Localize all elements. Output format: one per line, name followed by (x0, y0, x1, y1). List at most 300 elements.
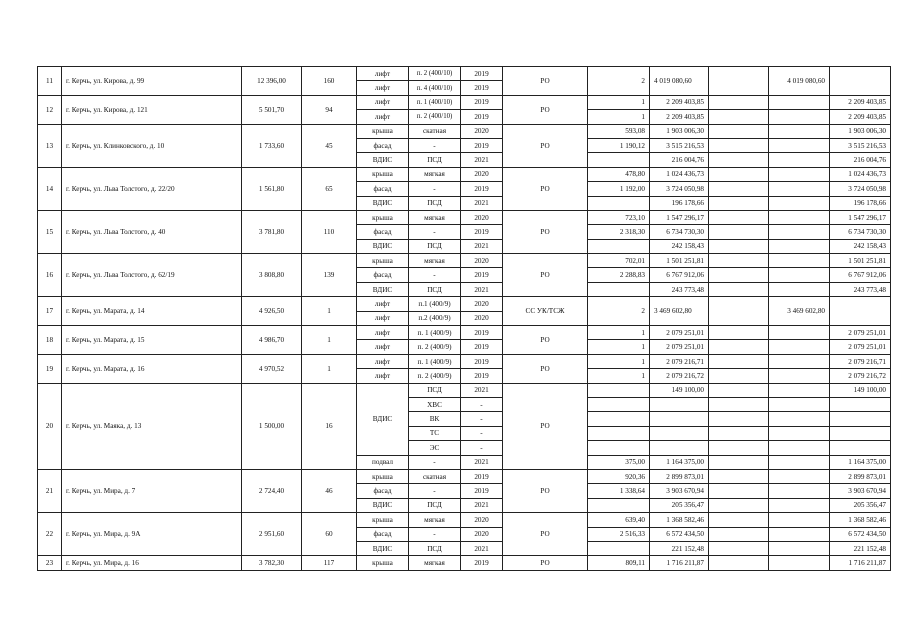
col12-cell (830, 441, 891, 455)
col11-cell (769, 354, 830, 368)
col10-cell (709, 369, 769, 383)
year-cell: 2020 (461, 311, 503, 325)
area-cell: 1 500,00 (242, 383, 302, 469)
work-type-cell: ВДИС (357, 282, 409, 296)
col10-cell (709, 441, 769, 455)
cost-cell: 2 079 216,72 (650, 369, 709, 383)
work-kind-cell: - (409, 455, 461, 469)
work-kind-cell: мягкая (409, 210, 461, 224)
residents-cell: 1 (302, 326, 357, 355)
residents-cell: 46 (302, 469, 357, 512)
col12-cell: 1 547 296,17 (830, 210, 891, 224)
col10-cell (709, 513, 769, 527)
col11-cell (769, 369, 830, 383)
col12-cell: 2 079 251,01 (830, 340, 891, 354)
work-kind-cell: скатная (409, 469, 461, 483)
cost-cell: 221 152,48 (650, 541, 709, 555)
work-type-cell: лифт (357, 354, 409, 368)
work-kind-cell: ПСД (409, 498, 461, 512)
volume-cell (588, 541, 650, 555)
row-number: 17 (38, 297, 62, 326)
col12-cell (830, 426, 891, 440)
address-cell: г. Керчь, ул. Мира, д. 16 (62, 556, 242, 570)
work-type-cell: ВДИС (357, 498, 409, 512)
col11-cell (769, 340, 830, 354)
col12-cell: 2 209 403,85 (830, 95, 891, 109)
area-cell: 3 808,80 (242, 254, 302, 297)
volume-cell (588, 441, 650, 455)
col11-cell (769, 196, 830, 210)
work-kind-cell: ПСД (409, 383, 461, 397)
work-kind-cell: - (409, 138, 461, 152)
col10-cell (709, 426, 769, 440)
address-cell: г. Керчь, ул. Кирова, д. 99 (62, 67, 242, 96)
area-cell: 5 501,70 (242, 95, 302, 124)
work-type-cell: лифт (357, 369, 409, 383)
col12-cell: 1 903 006,30 (830, 124, 891, 138)
col10-cell (709, 196, 769, 210)
work-kind-cell: мягкая (409, 254, 461, 268)
col11-cell (769, 138, 830, 152)
residents-cell: 117 (302, 556, 357, 570)
col11-cell (769, 210, 830, 224)
col11-cell (769, 268, 830, 282)
work-kind-cell: п.1 (400/9) (409, 297, 461, 311)
cost-cell (650, 426, 709, 440)
volume-cell: 1 (588, 369, 650, 383)
col12-cell: 243 773,48 (830, 282, 891, 296)
work-type-cell: лифт (357, 297, 409, 311)
volume-cell (588, 426, 650, 440)
col11-cell (769, 469, 830, 483)
col10-cell (709, 254, 769, 268)
cost-cell: 1 368 582,46 (650, 513, 709, 527)
work-kind-cell: ТС (409, 426, 461, 440)
year-cell: 2019 (461, 268, 503, 282)
table-row (38, 67, 891, 81)
work-type-cell: крыша (357, 556, 409, 570)
col12-cell (830, 397, 891, 411)
area-cell: 1 733,60 (242, 124, 302, 167)
year-cell: 2019 (461, 369, 503, 383)
work-kind-cell: - (409, 268, 461, 282)
row-number: 18 (38, 326, 62, 355)
col10-cell (709, 455, 769, 469)
work-type-cell: ВДИС (357, 541, 409, 555)
volume-cell: 478,80 (588, 167, 650, 181)
volume-cell (588, 153, 650, 167)
residents-cell: 16 (302, 383, 357, 469)
col11-cell (769, 412, 830, 426)
work-kind-cell: п. 2 (400/9) (409, 369, 461, 383)
work-type-cell: фасад (357, 527, 409, 541)
work-kind-cell: ПСД (409, 282, 461, 296)
work-type-cell: ВДИС (357, 196, 409, 210)
col11-cell (769, 239, 830, 253)
year-cell: 2019 (461, 354, 503, 368)
work-type-cell: лифт (357, 326, 409, 340)
col11-cell (769, 498, 830, 512)
row-number: 11 (38, 67, 62, 96)
method-cell: РО (503, 210, 588, 253)
col10-cell (709, 138, 769, 152)
work-type-cell: крыша (357, 513, 409, 527)
table-row (38, 383, 891, 397)
col12-cell (830, 412, 891, 426)
method-cell: РО (503, 556, 588, 570)
work-type-cell: ВДИС (357, 383, 409, 455)
address-cell: г. Керчь, ул. Клинковского, д. 10 (62, 124, 242, 167)
table-body (38, 67, 891, 571)
year-cell: 2020 (461, 297, 503, 311)
area-cell: 12 396,00 (242, 67, 302, 96)
col12-cell: 2 079 216,71 (830, 354, 891, 368)
address-cell: г. Керчь, ул. Марата, д. 15 (62, 326, 242, 355)
method-cell: РО (503, 383, 588, 469)
col11-cell (769, 397, 830, 411)
year-cell: 2021 (461, 239, 503, 253)
work-type-cell: крыша (357, 124, 409, 138)
year-cell: 2019 (461, 81, 503, 95)
cost-cell: 196 178,66 (650, 196, 709, 210)
year-cell: - (461, 397, 503, 411)
cost-cell: 4 019 080,60 (650, 67, 709, 96)
row-number: 15 (38, 210, 62, 253)
year-cell: 2021 (461, 196, 503, 210)
year-cell: 2020 (461, 513, 503, 527)
col10-cell (709, 412, 769, 426)
area-cell: 4 926,50 (242, 297, 302, 326)
col12-cell: 1 716 211,87 (830, 556, 891, 570)
col11-cell (769, 95, 830, 109)
work-kind-cell: ПСД (409, 196, 461, 210)
year-cell: - (461, 412, 503, 426)
volume-cell: 1 (588, 110, 650, 124)
year-cell: 2021 (461, 383, 503, 397)
row-number: 20 (38, 383, 62, 469)
col10-cell (709, 167, 769, 181)
work-kind-cell: ХВС (409, 397, 461, 411)
col12-cell: 3 515 216,53 (830, 138, 891, 152)
area-cell: 4 970,52 (242, 354, 302, 383)
work-kind-cell: скатная (409, 124, 461, 138)
year-cell: 2019 (461, 484, 503, 498)
volume-cell: 593,08 (588, 124, 650, 138)
work-kind-cell: п. 2 (400/10) (409, 67, 461, 81)
col12-cell: 6 767 912,06 (830, 268, 891, 282)
year-cell: - (461, 426, 503, 440)
row-number: 12 (38, 95, 62, 124)
col12-cell: 2 209 403,85 (830, 110, 891, 124)
work-type-cell: крыша (357, 469, 409, 483)
cost-cell: 2 079 251,01 (650, 340, 709, 354)
cost-cell: 2 079 251,01 (650, 326, 709, 340)
col12-cell: 6 734 730,30 (830, 225, 891, 239)
year-cell: 2019 (461, 469, 503, 483)
volume-cell: 1 192,00 (588, 182, 650, 196)
method-cell: РО (503, 254, 588, 297)
cost-cell: 1 164 375,00 (650, 455, 709, 469)
work-kind-cell: ПСД (409, 153, 461, 167)
cost-cell: 1 716 211,87 (650, 556, 709, 570)
work-kind-cell: п. 4 (400/10) (409, 81, 461, 95)
col12-cell: 3 903 670,94 (830, 484, 891, 498)
cost-cell: 2 209 403,85 (650, 95, 709, 109)
residents-cell: 1 (302, 297, 357, 326)
year-cell: 2019 (461, 182, 503, 196)
col12-cell (830, 297, 891, 326)
volume-cell: 2 516,33 (588, 527, 650, 541)
col11-cell (769, 556, 830, 570)
method-cell: РО (503, 95, 588, 124)
col11-cell (769, 282, 830, 296)
work-kind-cell: п. 2 (400/9) (409, 340, 461, 354)
work-kind-cell: мягкая (409, 167, 461, 181)
volume-cell: 2 288,83 (588, 268, 650, 282)
volume-cell: 2 (588, 297, 650, 326)
cost-cell: 1 903 006,30 (650, 124, 709, 138)
col10-cell (709, 556, 769, 570)
address-cell: г. Керчь, ул. Льва Толстого, д. 22/20 (62, 167, 242, 210)
year-cell: 2020 (461, 210, 503, 224)
work-type-cell: крыша (357, 167, 409, 181)
table-row (38, 167, 891, 181)
work-kind-cell: п. 1 (400/9) (409, 354, 461, 368)
work-kind-cell: п.2 (400/9) (409, 311, 461, 325)
volume-cell: 702,01 (588, 254, 650, 268)
work-type-cell: фасад (357, 138, 409, 152)
col10-cell (709, 484, 769, 498)
work-kind-cell: ПСД (409, 239, 461, 253)
method-cell: РО (503, 326, 588, 355)
cost-cell: 205 356,47 (650, 498, 709, 512)
volume-cell (588, 397, 650, 411)
col11-cell (769, 541, 830, 555)
volume-cell: 2 318,30 (588, 225, 650, 239)
year-cell: 2021 (461, 498, 503, 512)
area-cell: 2 951,60 (242, 513, 302, 556)
volume-cell: 375,00 (588, 455, 650, 469)
work-kind-cell: - (409, 182, 461, 196)
residents-cell: 94 (302, 95, 357, 124)
volume-cell: 920,36 (588, 469, 650, 483)
col11-cell: 3 469 602,80 (769, 297, 830, 326)
row-number: 13 (38, 124, 62, 167)
cost-cell: 149 100,00 (650, 383, 709, 397)
work-kind-cell: - (409, 484, 461, 498)
table-row (38, 210, 891, 224)
work-type-cell: крыша (357, 210, 409, 224)
work-kind-cell: п. 2 (400/10) (409, 110, 461, 124)
address-cell: г. Керчь, ул. Марата, д. 14 (62, 297, 242, 326)
work-kind-cell: - (409, 527, 461, 541)
year-cell: 2020 (461, 254, 503, 268)
cost-cell: 6 572 434,50 (650, 527, 709, 541)
col11-cell (769, 326, 830, 340)
work-kind-cell: мягкая (409, 556, 461, 570)
col12-cell: 2 079 216,72 (830, 369, 891, 383)
col10-cell (709, 527, 769, 541)
method-cell: СС УК/ТСЖ (503, 297, 588, 326)
volume-cell: 1 (588, 340, 650, 354)
area-cell: 3 782,30 (242, 556, 302, 570)
row-number: 16 (38, 254, 62, 297)
col10-cell (709, 67, 769, 96)
col12-cell: 221 152,48 (830, 541, 891, 555)
volume-cell: 1 (588, 95, 650, 109)
col11-cell (769, 383, 830, 397)
col11-cell (769, 254, 830, 268)
volume-cell: 1 338,64 (588, 484, 650, 498)
col10-cell (709, 498, 769, 512)
table-row (38, 297, 891, 311)
col10-cell (709, 326, 769, 340)
work-type-cell: лифт (357, 340, 409, 354)
col11-cell (769, 527, 830, 541)
year-cell: 2021 (461, 455, 503, 469)
method-cell: РО (503, 513, 588, 556)
col12-cell: 2 079 251,01 (830, 326, 891, 340)
work-kind-cell: мягкая (409, 513, 461, 527)
col11-cell (769, 441, 830, 455)
table-row (38, 513, 891, 527)
col10-cell (709, 182, 769, 196)
work-type-cell: фасад (357, 268, 409, 282)
col11-cell (769, 124, 830, 138)
table-row (38, 254, 891, 268)
volume-cell: 723,10 (588, 210, 650, 224)
col10-cell (709, 340, 769, 354)
col11-cell (769, 426, 830, 440)
col11-cell (769, 153, 830, 167)
area-cell: 2 724,40 (242, 469, 302, 512)
col10-cell (709, 268, 769, 282)
residents-cell: 45 (302, 124, 357, 167)
col10-cell (709, 541, 769, 555)
cost-cell: 2 209 403,85 (650, 110, 709, 124)
method-cell: РО (503, 67, 588, 96)
cost-cell (650, 441, 709, 455)
col10-cell (709, 225, 769, 239)
col12-cell: 196 178,66 (830, 196, 891, 210)
volume-cell (588, 412, 650, 426)
method-cell: РО (503, 354, 588, 383)
table-row (38, 354, 891, 368)
work-type-cell: подвал (357, 455, 409, 469)
row-number: 21 (38, 469, 62, 512)
col12-cell: 1 501 251,81 (830, 254, 891, 268)
work-type-cell: лифт (357, 67, 409, 81)
col10-cell (709, 469, 769, 483)
col11-cell (769, 455, 830, 469)
work-type-cell: лифт (357, 110, 409, 124)
row-number: 22 (38, 513, 62, 556)
year-cell: 2019 (461, 556, 503, 570)
year-cell: 2021 (461, 541, 503, 555)
method-cell: РО (503, 167, 588, 210)
work-type-cell: ВДИС (357, 153, 409, 167)
residents-cell: 110 (302, 210, 357, 253)
col11-cell (769, 110, 830, 124)
col11-cell (769, 484, 830, 498)
volume-cell (588, 282, 650, 296)
table-row (38, 469, 891, 483)
residents-cell: 160 (302, 67, 357, 96)
work-kind-cell: ВК (409, 412, 461, 426)
col12-cell: 2 899 873,01 (830, 469, 891, 483)
cost-cell: 3 903 670,94 (650, 484, 709, 498)
year-cell: 2019 (461, 225, 503, 239)
col12-cell: 3 724 050,98 (830, 182, 891, 196)
volume-cell: 809,11 (588, 556, 650, 570)
year-cell: 2019 (461, 67, 503, 81)
col12-cell: 1 024 436,73 (830, 167, 891, 181)
work-kind-cell: п. 1 (400/10) (409, 95, 461, 109)
col12-cell: 242 158,43 (830, 239, 891, 253)
volume-cell: 639,40 (588, 513, 650, 527)
col11-cell: 4 019 080,60 (769, 67, 830, 96)
volume-cell (588, 239, 650, 253)
cost-cell: 6 767 912,06 (650, 268, 709, 282)
address-cell: г. Керчь, ул. Кирова, д. 121 (62, 95, 242, 124)
volume-cell: 1 (588, 326, 650, 340)
cost-cell: 3 515 216,53 (650, 138, 709, 152)
col12-cell: 6 572 434,50 (830, 527, 891, 541)
col10-cell (709, 354, 769, 368)
address-cell: г. Керчь, ул. Льва Толстого, д. 40 (62, 210, 242, 253)
work-kind-cell: ЭС (409, 441, 461, 455)
work-type-cell: фасад (357, 484, 409, 498)
col11-cell (769, 182, 830, 196)
area-cell: 1 561,80 (242, 167, 302, 210)
work-kind-cell: - (409, 225, 461, 239)
work-type-cell: фасад (357, 225, 409, 239)
col10-cell (709, 153, 769, 167)
year-cell: 2019 (461, 95, 503, 109)
work-type-cell: крыша (357, 254, 409, 268)
year-cell: 2020 (461, 527, 503, 541)
area-cell: 3 781,80 (242, 210, 302, 253)
year-cell: 2019 (461, 110, 503, 124)
cost-cell: 243 773,48 (650, 282, 709, 296)
table-row (38, 326, 891, 340)
table-row (38, 556, 891, 570)
cost-cell: 1 024 436,73 (650, 167, 709, 181)
row-number: 19 (38, 354, 62, 383)
year-cell: 2021 (461, 153, 503, 167)
residents-cell: 139 (302, 254, 357, 297)
table-row (38, 95, 891, 109)
cost-cell: 6 734 730,30 (650, 225, 709, 239)
year-cell: 2020 (461, 124, 503, 138)
cost-cell: 1 547 296,17 (650, 210, 709, 224)
volume-cell: 2 (588, 67, 650, 96)
cost-cell: 1 501 251,81 (650, 254, 709, 268)
volume-cell: 1 (588, 354, 650, 368)
residents-cell: 65 (302, 167, 357, 210)
cost-cell: 242 158,43 (650, 239, 709, 253)
table-row (38, 124, 891, 138)
cost-cell (650, 412, 709, 426)
col11-cell (769, 167, 830, 181)
work-type-cell: ВДИС (357, 239, 409, 253)
cost-cell: 216 004,76 (650, 153, 709, 167)
work-kind-cell: ПСД (409, 541, 461, 555)
col12-cell: 149 100,00 (830, 383, 891, 397)
work-kind-cell: п. 1 (400/9) (409, 326, 461, 340)
cost-cell: 3 724 050,98 (650, 182, 709, 196)
work-type-cell: лифт (357, 311, 409, 325)
